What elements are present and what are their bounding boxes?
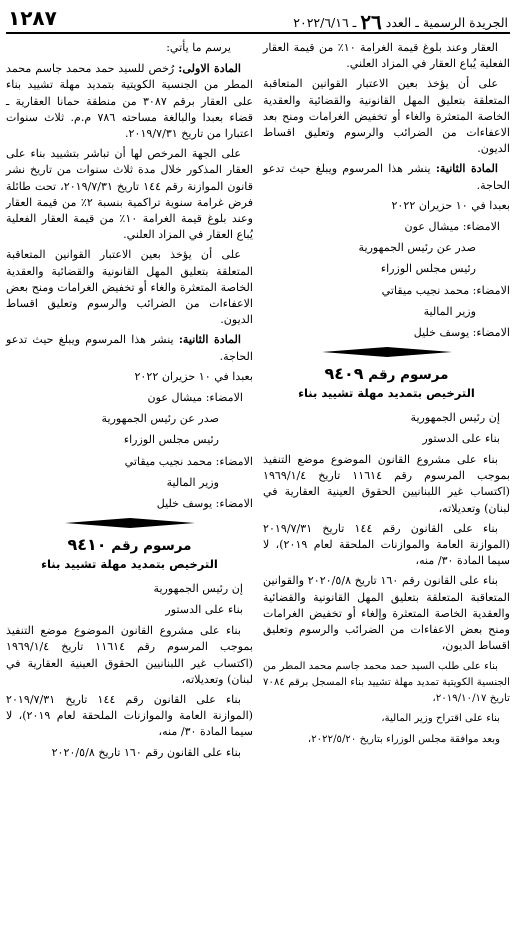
paragraph: بناء على القانون رقم ١٦٠ تاريخ ٢٠٢٠/٥/٨ [51, 745, 241, 759]
preamble-line: وبعد موافقة مجلس الوزراء بتاريخ ٢٠٢٢/٥/٢٠، [307, 734, 500, 746]
article-text: ينشر هذا المرسوم ويبلغ حيث تدعو الحاجة. [263, 162, 510, 192]
signature-pm: الامضاء: محمد نجيب ميقاتي [124, 454, 253, 468]
preamble-line: بناء على اقتراح وزير المالية، [381, 713, 500, 725]
signature-pm: الامضاء: محمد نجيب ميقاتي [381, 283, 510, 297]
article-two [6, 332, 253, 364]
issue-date: ـ ٢٠٢٢/٦/١٦ [293, 15, 357, 30]
paragraph: بناء على القانون رقم ١٤٤ تاريخ ٢٠١٩/٧/٣١ (الموازنة العامة والموازنات الملحقة لعام ٢٠١٩)، لا سيما المادة ٣٠/ منه، [263, 521, 510, 568]
decree-label: مرسوم رقم [368, 367, 449, 384]
issue-number: ٢٦ [360, 10, 382, 34]
article-text: ينشر هذا المرسوم ويبلغ حيث تدعو الحاجة. [6, 333, 253, 363]
left-column [6, 40, 253, 765]
signature-date: بعبدا في ١٠ حزيران ٢٠٢٢ [391, 198, 510, 212]
article-label: المادة الاولى: [178, 62, 242, 76]
signature-finance: الامضاء: يوسف خليل [156, 497, 253, 511]
preamble-line: إن رئيس الجمهورية [153, 581, 243, 595]
article-label: المادة الثانية: [435, 162, 499, 176]
signature-president: الامضاء: ميشال عون [404, 220, 500, 234]
signature-date: بعبدا في ١٠ حزيران ٢٠٢٢ [134, 369, 253, 383]
preamble-line: بناء على الدستور [165, 602, 243, 616]
article-text: رُخص للسيد حمد محمد جاسم محمد المطر من الجنسية الكويتية بتمديد مهلة تشييد بناء على العقار برقم ٣٠٨٧ من منطقة حمانا العقارية ـ قضاء بعبدا والبالغة مساحته ٧٨٦ م.م. ثلاث سنوات اعتبارا من تاريخ ٢٠١٩/٧/٣١. [6, 62, 253, 141]
signature-finance: الامضاء: يوسف خليل [413, 326, 510, 340]
paragraph: بناء على القانون رقم ١٦٠ تاريخ ٢٠٢٠/٥/٨ والقوانين المتعاقبة المتعلقة بتعليق المهل القانونية والقضائية والعقدية الخاصة المتعثرة وإلغاء أو تخفيض الغرامات ومنح بعض الاعفاءات من الضرائب والرسوم وتعليق اقساط الديون، [263, 574, 510, 653]
header-rule [6, 32, 510, 34]
decree-subtitle: الترخيص بتمديد مهلة تشييد بناء [41, 557, 218, 572]
decree-number: ٩٤٠٩ [324, 364, 364, 384]
decree-label: مرسوم رقم [111, 538, 192, 555]
paragraph: بناء على مشروع القانون الموضوع موضع التنفيذ بموجب المرسوم رقم ١١٦١٤ تاريخ ١٩٦٩/١/٤ (اكتساب غير اللبنانيين الحقوق العينية العقارية في لبنان) وتعديلاته، [6, 624, 253, 686]
journal-title [293, 10, 508, 34]
separator-ornament [322, 346, 452, 358]
paragraph: بناء على القانون رقم ١٤٤ تاريخ ٢٠١٩/٧/٣١ (الموازنة العامة والموازنات الملحقة لعام ٢٠١٩)، لا سيما المادة ٣٠/ منه، [6, 692, 253, 739]
page-header [8, 6, 508, 32]
paragraph: بناء على طلب السيد حمد محمد جاسم محمد المطر من الجنسية الكويتية تمديد مهلة تشييد بناء المسجل برقم ٧٠٨٤ تاريخ ٢٠١٩/١٠/١٧، [263, 660, 510, 704]
preamble-line: بناء على الدستور [422, 431, 500, 445]
page-number: ١٢٨٧ [8, 6, 57, 30]
article-one [6, 61, 253, 142]
journal-name: الجريدة الرسمية ـ العدد [385, 15, 508, 30]
issued-by: صدر عن رئيس الجمهورية [101, 412, 219, 426]
preamble-line: إن رئيس الجمهورية [410, 410, 500, 424]
decree-heading [6, 537, 253, 554]
decree-number: ٩٤١٠ [67, 535, 107, 555]
decree-heading [263, 366, 510, 383]
article-two [263, 161, 510, 193]
right-column [263, 40, 510, 754]
finance-title: وزير المالية [166, 475, 219, 489]
article-label: المادة الثانية: [178, 333, 242, 347]
finance-title: وزير المالية [423, 304, 476, 318]
paragraph: على أن يؤخذ بعين الاعتبار القوانين المتعاقبة المتعلقة بتعليق المهل القانونية والقضائية والعقدية الخاصة المتعثرة والغاء أو تخفيض الغرامات ومنح بعد الاعفاءات من الضرائب والرسوم وتعليق اقساط الديون. [263, 77, 510, 156]
signature-president: الامضاء: ميشال عون [147, 391, 243, 405]
decree-subtitle: الترخيص بتمديد مهلة تشييد بناء [298, 386, 475, 401]
pm-title: رئيس مجلس الوزراء [380, 262, 476, 276]
paragraph: على أن يؤخذ بعين الاعتبار القوانين المتعاقبة المتعلقة بتعليق المهل القانونية والقضائية والعقدية الخاصة المتعثرة والغاء أو تخفيض الغرامات ومنح بعض الاعفاءات من الضرائب والرسوم وتعليق اقساط الديون. [6, 248, 253, 327]
decrees-line: يرسم ما يأتي: [166, 41, 231, 54]
separator-ornament [65, 517, 195, 529]
paragraph: على الجهة المرخص لها أن تباشر بتشييد بناء على العقار المذكور خلال مدة ثلاث سنوات من تاريخ نشر قانون الموازنة رقم ١٤٤ تاريخ ٢٠١٩/٧/٣١، تحت طائلة فرض غرامة سنوية تراكمية بنسبة ٢٪ من قيمة العقار وعند بلوغ قيمة الغرامة ١٠٪ من قيمة العقار الفعلية يُباع العقار في المزاد العلني. [6, 147, 253, 242]
pm-title: رئيس مجلس الوزراء [123, 433, 219, 447]
issued-by: صدر عن رئيس الجمهورية [358, 241, 476, 255]
paragraph: العقار وعند بلوغ قيمة الغرامة ١٠٪ من قيمة العقار الفعلية يُباع العقار في المزاد العلني. [263, 41, 510, 71]
paragraph: بناء على مشروع القانون الموضوع موضع التنفيذ بموجب المرسوم رقم ١١٦١٤ تاريخ ١٩٦٩/١/٤ (اكتساب غير اللبنانيين الحقوق العينية العقارية في لبنان) وتعديلاته، [263, 453, 510, 515]
